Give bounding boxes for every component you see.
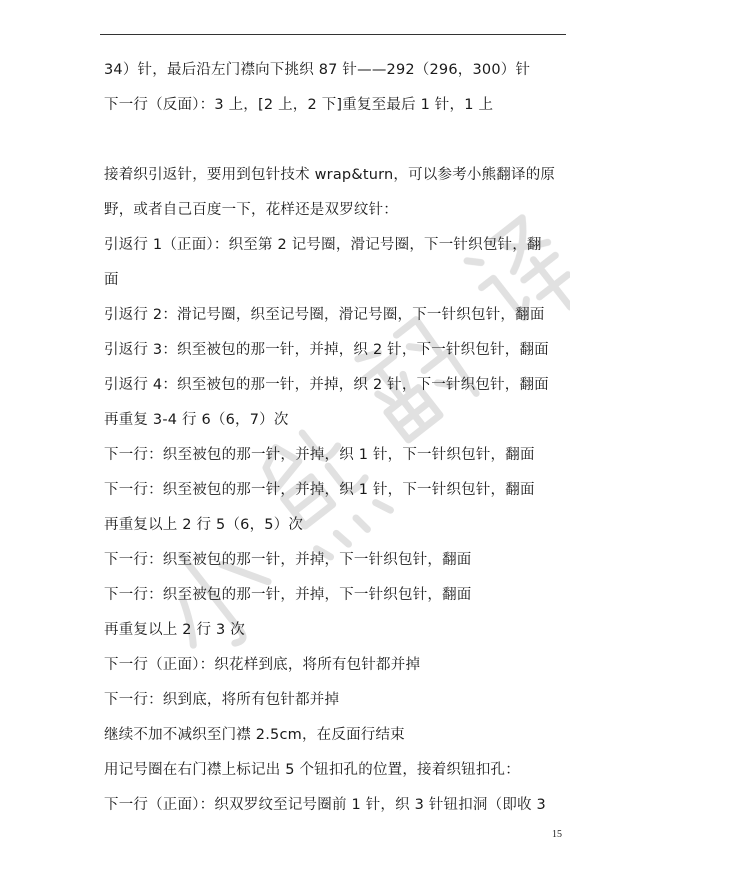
text-line: 接着织引返针，要用到包针技术 wrap&turn，可以参考小熊翻译的原 [104, 167, 556, 183]
text-line: 引返行 4：织至被包的那一针，并掉，织 2 针，下一针织包针，翻面 [104, 377, 549, 393]
page-number: 15 [552, 829, 562, 840]
text-line: 再重复以上 2 行 3 次 [104, 622, 245, 638]
text-line: 引返行 3：织至被包的那一针，并掉，织 2 针，下一针织包针，翻面 [104, 342, 549, 358]
text-line: 34）针，最后沿左门襟向下挑织 87 针——292（296，300）针 [104, 62, 531, 78]
text-line: 下一行（正面）：织花样到底，将所有包针都并掉 [104, 657, 421, 673]
text-line: 引返行 1（正面）：织至第 2 记号圈，滑记号圈，下一针织包针，翻 [104, 237, 542, 253]
text-line: 下一行：织至被包的那一针，并掉，下一针织包针，翻面 [104, 587, 472, 603]
text-line: 下一行：织至被包的那一针，并掉，下一针织包针，翻面 [104, 552, 472, 568]
text-line: 面 [104, 272, 119, 288]
text-line: 下一行（正面）：织双罗纹至记号圈前 1 针，织 3 针钮扣洞（即收 3 [104, 797, 546, 813]
text-line: 用记号圈在右门襟上标记出 5 个钮扣孔的位置，接着织钮扣孔： [104, 762, 520, 778]
text-line: 下一行：织至被包的那一针，并掉，织 1 针，下一针织包针，翻面 [104, 447, 535, 463]
text-line: 继续不加不减织至门襟 2.5cm，在反面行结束 [104, 727, 405, 743]
header-rule [100, 34, 566, 35]
text-line: 下一行（反面）：3 上，[2 上，2 下]重复至最后 1 针，1 上 [104, 97, 494, 113]
text-line: 再重复以上 2 行 5（6，5）次 [104, 517, 304, 533]
text-line: 下一行：织到底，将所有包针都并掉 [104, 692, 340, 708]
text-line: 再重复 3-4 行 6（6，7）次 [104, 412, 289, 428]
text-line: 下一行：织至被包的那一针，并掉，织 1 针，下一针织包针，翻面 [104, 482, 535, 498]
text-line: 野，或者自己百度一下，花样还是双罗纹针： [104, 202, 398, 218]
text-line: 引返行 2：滑记号圈，织至记号圈，滑记号圈，下一针织包针，翻面 [104, 307, 545, 323]
